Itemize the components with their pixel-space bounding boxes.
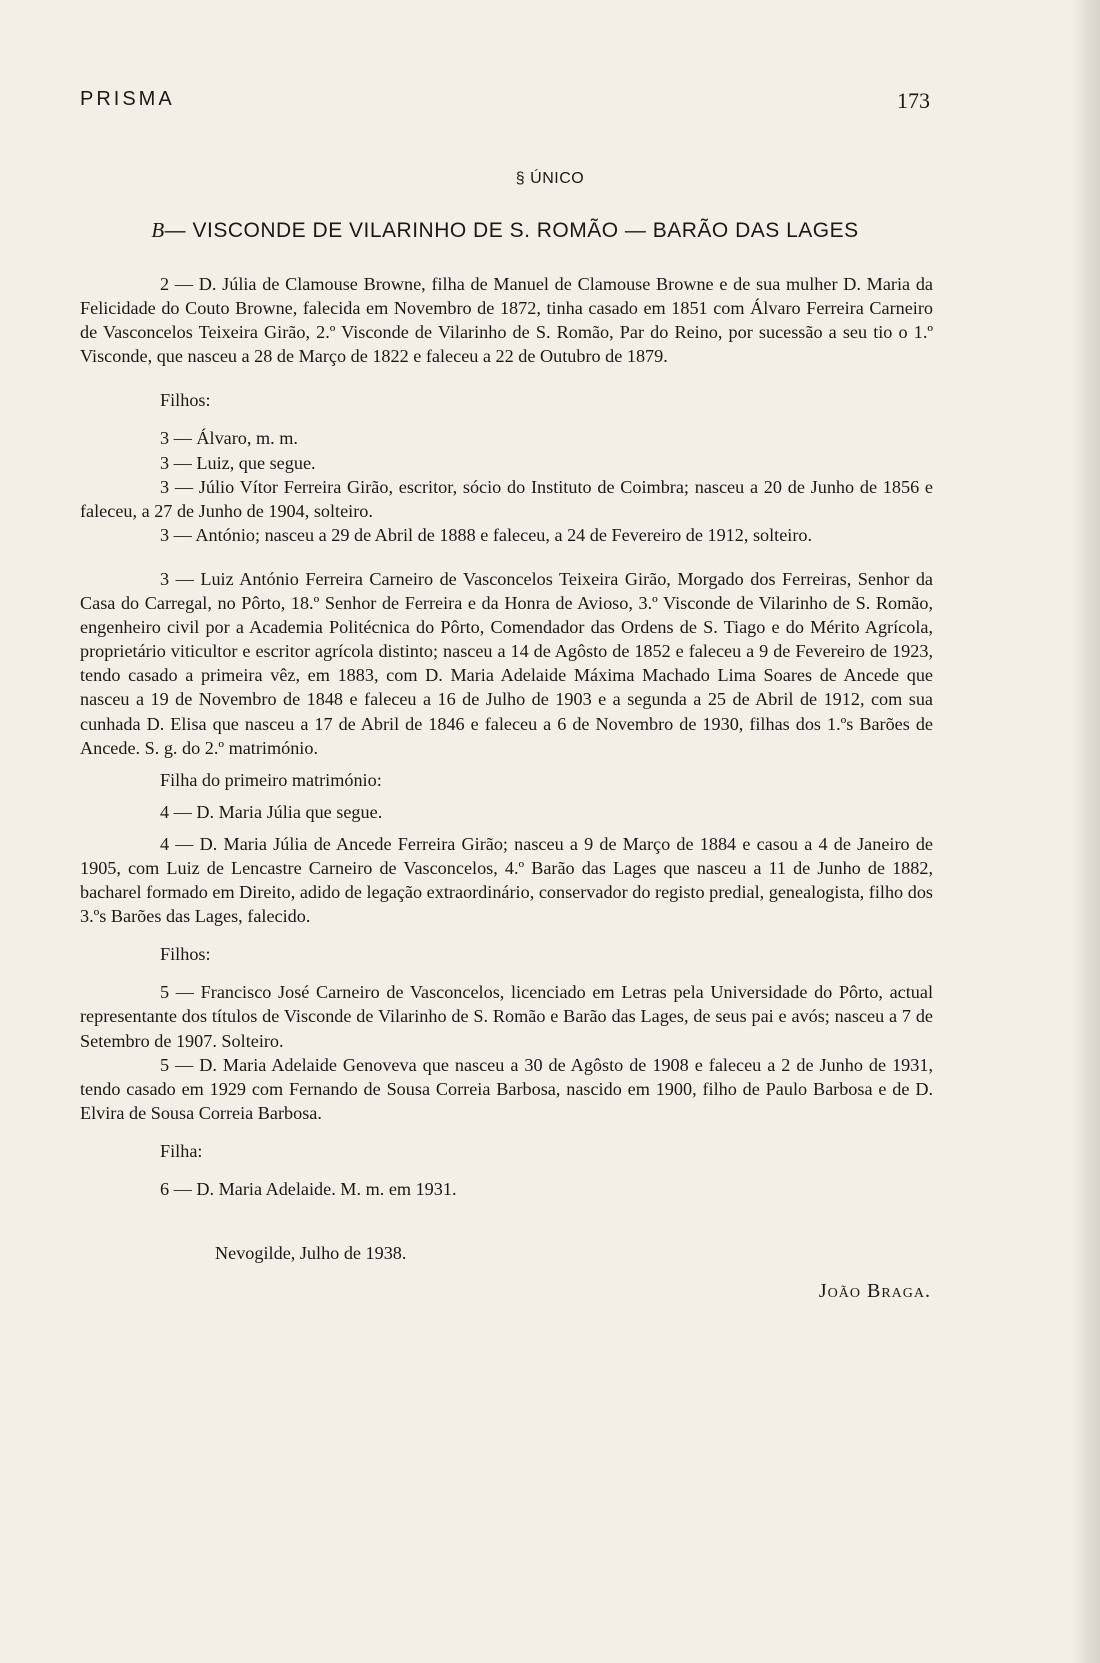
page-number: 173	[897, 88, 930, 113]
section-mark: § ÚNICO	[515, 170, 585, 187]
child-alvaro: 3 — Álvaro, m. m.	[160, 428, 298, 449]
child-maria-adelaide-genoveva: 5 — D. Maria Adelaide Genoveva que nasceu a 30 de Agôsto de 1908 e faleceu a 2 de Junho de 1931, tendo casado em 1929 com Fernando de Sousa Correia Barbosa, nascido em 1900, filho de Paulo Barbosa e de D. Elvira de Sousa Correia Barbosa.	[80, 1054, 933, 1123]
signature: João Braga.	[818, 1280, 931, 1303]
child-luiz: 3 — Luiz, que segue.	[160, 452, 316, 473]
article-body	[80, 272, 933, 1303]
heading-filhos: Filhos:	[160, 390, 211, 411]
section-title	[80, 218, 930, 243]
child-antonio: 3 — António; nasceu a 29 de Abril de 1888 e faleceu, a 24 de Fevereiro de 1912, solteiro.	[160, 524, 813, 545]
running-title: PRISMA	[80, 88, 175, 110]
section-letter: B	[151, 218, 165, 242]
child-julio: 3 — Júlio Vítor Ferreira Girão, escritor, sócio do Instituto de Coimbra; nasceu a 20 de Junho de 1856 e faleceu, a 27 de Junho de 1904, solteiro.	[80, 476, 933, 521]
place-date: Nevogilde, Julho de 1938.	[215, 1243, 407, 1264]
child-francisco-jose: 5 — Francisco José Carneiro de Vasconcelos, licenciado em Letras pela Universidade do Pôrto, actual representante dos títulos de Visconde de Vilarinho de S. Romão e Barão das Lages, de seus pai e avós; nasceu a 7 de Setembro de 1907. Solteiro.	[80, 982, 933, 1051]
heading-filha-primeiro-matrimonio: Filha do primeiro matrimónio:	[160, 769, 382, 790]
heading-filha: Filha:	[160, 1140, 203, 1161]
child-maria-adelaide: 6 — D. Maria Adelaide. M. m. em 1931.	[160, 1179, 457, 1199]
paragraph-luiz-antonio: 3 — Luiz António Ferreira Carneiro de Vasconcelos Teixeira Girão, Morgado dos Ferreiras, Senhor da Casa do Carregal, no Pôrto, 18.º Senhor de Ferreira e da Honra de Avioso, 3.º Visconde de Vilarinho de S. Romão, engenheiro civil por a Academia Politécnica do Pôrto, Comendador das Ordens de S. Tiago e do Mérito Agrícola, proprietário viticultor e escritor agrícola distinto; nasceu a 14 de Agôsto de 1852 e faleceu a 9 de Fevereiro de 1923, tendo casado a primeira vêz, em 1883, com D. Maria Adelaide Máxima Machado Lima Soares de Ancede que nasceu a 19 de Novembro de 1848 e faleceu a 16 de Julho de 1903 e a segunda a 25 de Abril de 1912, com sua cunhada D. Elisa que nasceu a 17 de Abril de 1846 e faleceu a 6 de Novembro de 1930, filhas dos 1.ºs Barões de Ancede. S. g. do 2.º matrimónio.	[80, 568, 933, 758]
paragraph-julia-browne: 2 — D. Júlia de Clamouse Browne, filha de Manuel de Clamouse Browne e de sua mulher D. Maria da Felicidade do Couto Browne, falecida em Novembro de 1872, tinha casado em 1851 com Álvaro Ferreira Carneiro de Vasconcelos Teixeira Girão, 2.º Visconde de Vilarinho de S. Romão, Par do Reino, por sucessão a seu tio o 1.º Visconde, que nasceu a 28 de Março de 1822 e faleceu a 22 de Outubro de 1879.	[80, 274, 933, 367]
section-title-text: — VISCONDE DE VILARINHO DE S. ROMÃO — BARÃO DAS LAGES	[164, 219, 859, 242]
page-header	[80, 88, 930, 118]
heading-filhos-2: Filhos:	[160, 944, 211, 965]
child-maria-julia: 4 — D. Maria Júlia que segue.	[160, 801, 383, 822]
paragraph-maria-julia: 4 — D. Maria Júlia de Ancede Ferreira Girão; nasceu a 9 de Março de 1884 e casou a 4 de Janeiro de 1905, com Luiz de Lencastre Carneiro de Vasconcelos, 4.º Barão das Lages que nasceu a 11 de Junho de 1882, bacharel formado em Direito, adido de legação extraordinário, conservador do registo predial, genealogista, filho dos 3.ºs Barões das Lages, falecido.	[80, 833, 933, 927]
